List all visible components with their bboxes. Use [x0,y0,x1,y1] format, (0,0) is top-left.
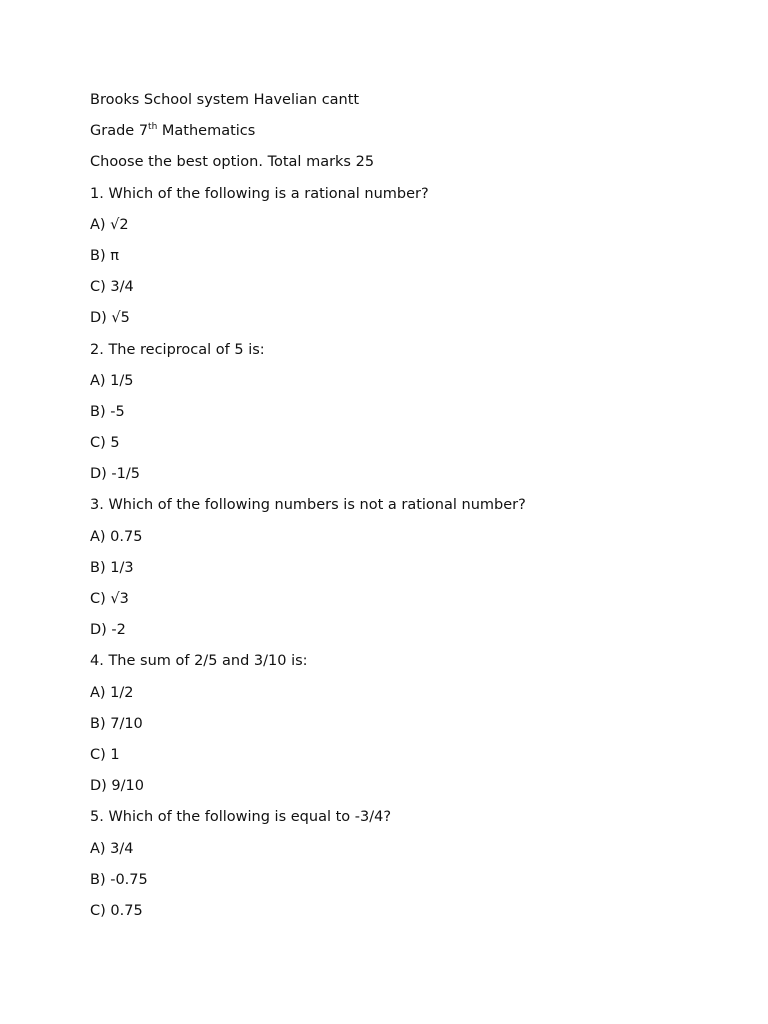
grade-suffix: th [148,122,158,133]
q2-option-d: D) -1/5 [90,466,140,483]
grade-subject-line [90,121,730,141]
q2-option-c: C) 5 [90,435,120,452]
q2-option-b: B) -5 [90,403,125,420]
q4-option-d: D) 9/10 [90,778,144,795]
q5-option-c: C) 0.75 [90,902,143,919]
document-page [90,90,730,932]
grade-prefix: Grade 7 [90,123,149,140]
q1-option-d: D) √5 [90,310,130,327]
q1-option-a: A) √2 [90,216,129,233]
subject-name: Mathematics [157,123,256,140]
q4-option-b: B) 7/10 [90,715,143,732]
q4-option-c: C) 1 [90,746,120,763]
question-3: 3. Which of the following numbers is not a rational number? [90,497,526,514]
q1-option-b: B) π [90,247,119,264]
q1-option-c: C) 3/4 [90,279,134,296]
q3-option-d: D) -2 [90,622,126,639]
instructions: Choose the best option. Total marks 25 [90,154,375,171]
q3-option-c: C) √3 [90,591,129,607]
question-4: 4. The sum of 2/5 and 3/10 is: [90,653,308,670]
question-5: 5. Which of the following is equal to -3/4? [90,809,392,826]
q3-option-b: B) 1/3 [90,559,134,576]
q5-option-b: B) -0.75 [90,871,148,888]
question-1: 1. Which of the following is a rational number? [90,185,429,202]
q4-option-a: A) 1/2 [90,684,134,701]
school-name: Brooks School system Havelian cantt [90,92,360,108]
q2-option-a: A) 1/5 [90,372,134,389]
q3-option-a: A) 0.75 [90,528,143,545]
q5-option-a: A) 3/4 [90,840,134,857]
question-2: 2. The reciprocal of 5 is: [90,341,265,358]
